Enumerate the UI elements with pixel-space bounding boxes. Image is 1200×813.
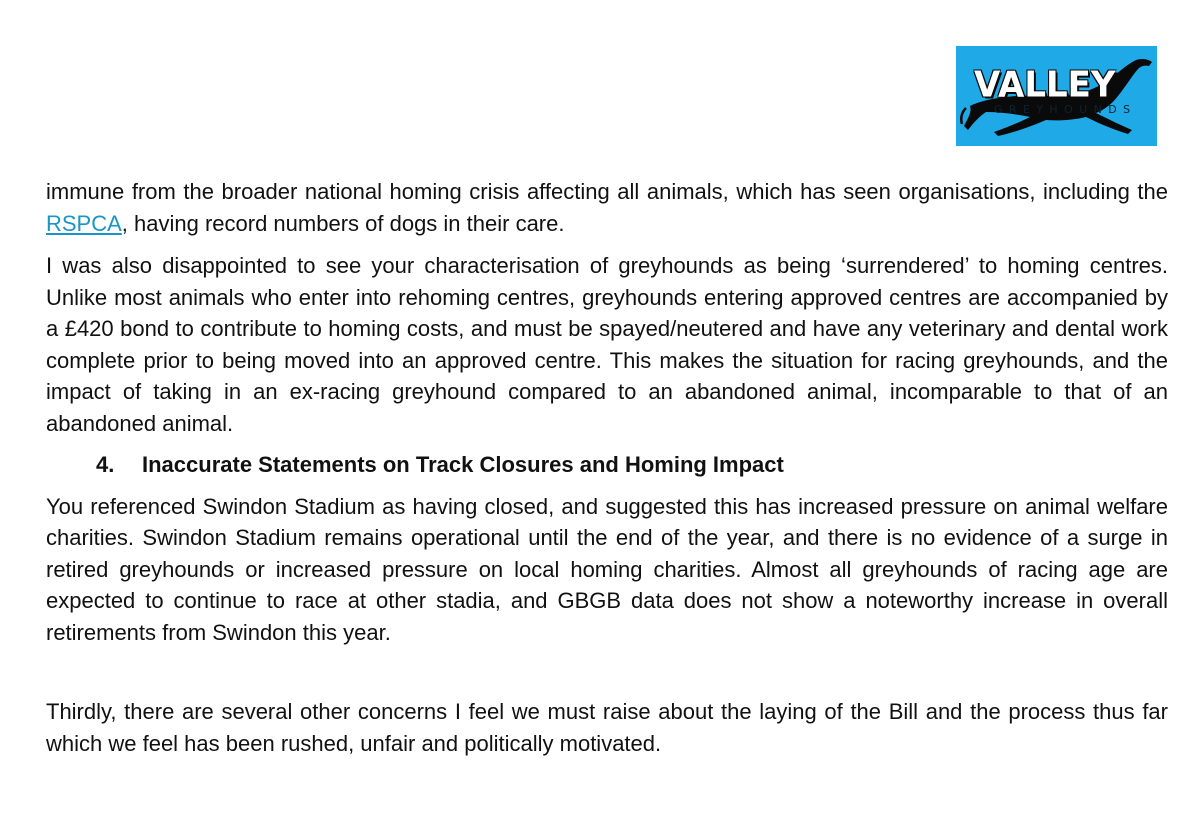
valley-greyhounds-logo [956,46,1157,146]
section-title: Inaccurate Statements on Track Closures and Homing Impact [142,452,784,477]
rspca-link[interactable]: RSPCA [46,210,122,236]
logo-brand-text: VALLEY [974,63,1116,106]
paragraph-text: , having record numbers of dogs in their care. [121,210,565,236]
section-number: 4. [96,452,115,477]
paragraph-thirdly: Thirdly, there are several other concerns I feel we must raise about the laying of the Bill and the process thus far which we feel has been rushed, unfair and politically motivated. [46,699,1168,756]
paragraph-surrendered: I was also disappointed to see your characterisation of greyhounds as being ‘surrendered’ to homing centres. Unlike most animals who enter into rehoming centres, greyhounds entering approved centres are accompanied by a £420 bond to contribute to homing costs, and must be spayed/neutered and have any veterinary and dental work complete prior to being moved into an approved centre. This makes the situation for racing greyhounds, and the impact of taking in an ex-racing greyhound compared to an abandoned animal, incomparable to that of an abandoned animal. [46,253,1168,436]
paragraph-homing-crisis [46,176,1168,239]
letter-body [46,176,1168,759]
paragraph-text: immune from the broader national homing crisis affecting all animals, which has seen organisations, including the [46,179,1168,204]
section-heading [46,449,1168,481]
paragraph-swindon: You referenced Swindon Stadium as having closed, and suggested this has increased pressure on animal welfare charities. Swindon Stadium remains operational until the end of the year, and there is no evidence of a surge in retired greyhounds or increased pressure on local homing charities. Almost all greyhounds of racing age are expected to continue to race at other stadia, and GBGB data does not show a noteworthy increase in overall retirements from Swindon this year. [46,493,1168,645]
logo-subtitle-text: GREYHOUNDS [994,103,1137,116]
